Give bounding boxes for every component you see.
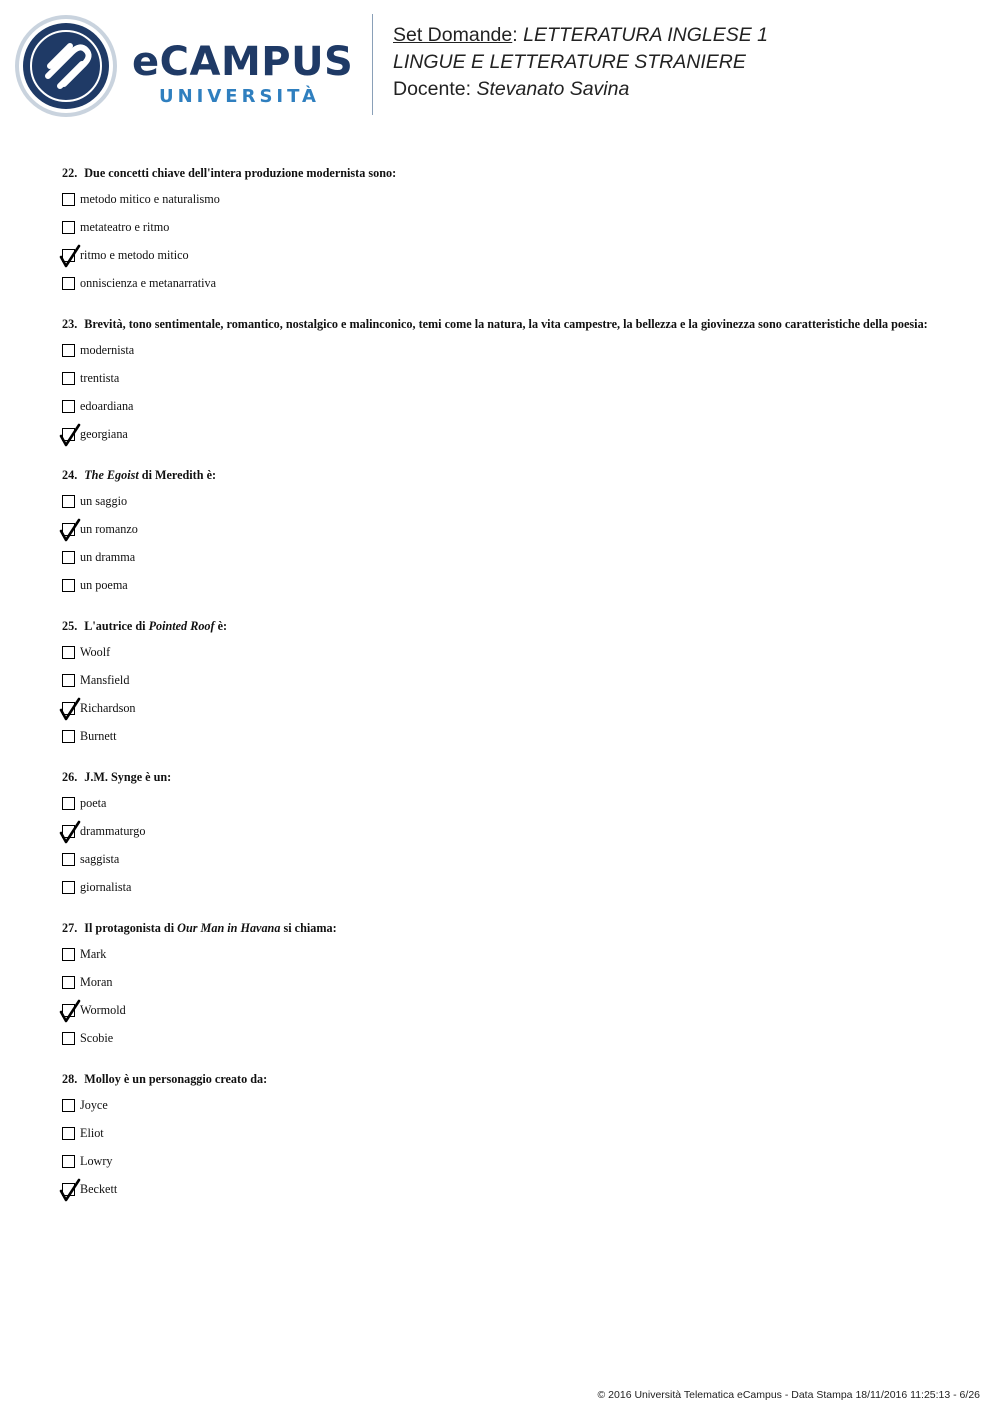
answer-checkbox[interactable] (62, 372, 75, 385)
question-text: L'autrice di (84, 619, 149, 633)
answer-label: Scobie (80, 1031, 114, 1045)
answer-label: un romanzo (80, 522, 138, 536)
answer-option[interactable] (62, 976, 942, 1004)
answer-label: Beckett (80, 1182, 118, 1196)
answer-option[interactable] (62, 730, 942, 758)
answer-label: ritmo e metodo mitico (80, 248, 189, 262)
question-number: 23. (62, 317, 78, 331)
answer-label: Woolf (80, 645, 111, 659)
question-text: si chiama: (280, 921, 337, 935)
answer-option[interactable] (62, 702, 942, 730)
question-text: Molloy è un personaggio creato da: (84, 1072, 268, 1086)
docente-label: Docente: (393, 78, 477, 100)
answer-checkbox[interactable] (62, 277, 75, 290)
answer-checkbox[interactable] (62, 646, 75, 659)
answer-checkbox[interactable] (62, 730, 75, 743)
answer-checkbox[interactable] (62, 674, 75, 687)
answer-checkbox[interactable] (62, 881, 75, 894)
answer-label: metateatro e ritmo (80, 220, 170, 234)
answer-option[interactable] (62, 1032, 942, 1060)
answer-option[interactable] (62, 221, 942, 249)
question-block (62, 167, 942, 305)
docente-name: Stevanato Savina (476, 78, 630, 100)
answer-option[interactable] (62, 1004, 942, 1032)
question-number: 28. (62, 1072, 78, 1086)
answer-label: metodo mitico e naturalismo (80, 192, 220, 206)
set-label: Set Domande (393, 24, 513, 46)
question-title (62, 469, 942, 482)
question-number: 25. (62, 619, 78, 633)
question-block (62, 1073, 942, 1211)
answer-option[interactable] (62, 1099, 942, 1127)
question-text: Due concetti chiave dell'intera produzione modernista sono: (84, 166, 397, 180)
university-seal-logo (14, 14, 118, 118)
answer-label: Lowry (80, 1154, 113, 1168)
set-colon: : (512, 24, 524, 46)
question-title (62, 167, 942, 180)
answer-label: Joyce (80, 1098, 108, 1112)
answer-label: un poema (80, 578, 128, 592)
answer-label: poeta (80, 796, 107, 810)
question-text: è: (214, 619, 228, 633)
answer-checkbox[interactable] (62, 221, 75, 234)
page-header (0, 0, 1000, 130)
answer-option[interactable] (62, 277, 942, 305)
answer-option[interactable] (62, 193, 942, 221)
question-text: J.M. Synge è un: (84, 770, 172, 784)
question-text: Pointed Roof (148, 619, 215, 633)
brand-name: eCAMPUS (132, 39, 354, 85)
course-title: LETTERATURA INGLESE 1 (523, 24, 768, 46)
answer-option[interactable] (62, 249, 942, 277)
answer-option[interactable] (62, 523, 942, 551)
answer-option[interactable] (62, 344, 942, 372)
answer-checkbox[interactable] (62, 193, 75, 206)
answer-label: Richardson (80, 701, 136, 715)
question-text: Il protagonista di (84, 921, 178, 935)
question-text: di Meredith è: (138, 468, 217, 482)
answer-checkbox[interactable] (62, 1032, 75, 1045)
question-number: 22. (62, 166, 78, 180)
course-info (393, 22, 768, 103)
question-text: Brevità, tono sentimentale, romantico, nostalgico e malinconico, temi come la natura, la vita campestre, la bellezza e la giovinezza sono caratteristiche della poesia: (84, 317, 928, 331)
answer-option[interactable] (62, 881, 942, 909)
brand-subtitle: UNIVERSITÀ (159, 86, 320, 107)
question-title (62, 318, 942, 331)
answer-option[interactable] (62, 674, 942, 702)
answer-option[interactable] (62, 1183, 942, 1211)
question-title (62, 1073, 942, 1086)
question-number: 27. (62, 921, 78, 935)
answer-option[interactable] (62, 1155, 942, 1183)
question-block (62, 620, 942, 758)
answer-option[interactable] (62, 825, 942, 853)
answer-checkbox[interactable] (62, 976, 75, 989)
answer-label: Burnett (80, 729, 117, 743)
answer-option[interactable] (62, 853, 942, 881)
answer-option[interactable] (62, 428, 942, 456)
question-block (62, 469, 942, 607)
answer-checkbox[interactable] (62, 1099, 75, 1112)
answer-option[interactable] (62, 646, 942, 674)
answer-label: trentista (80, 371, 120, 385)
answer-option[interactable] (62, 948, 942, 976)
answer-label: Eliot (80, 1126, 104, 1140)
answer-label: Mansfield (80, 673, 130, 687)
answer-label: drammaturgo (80, 824, 146, 838)
answer-label: Moran (80, 975, 113, 989)
answer-label: Wormold (80, 1003, 126, 1017)
question-text: The Egoist (84, 468, 139, 482)
question-title (62, 922, 942, 935)
answer-checkbox[interactable] (62, 400, 75, 413)
answer-checkbox[interactable] (62, 1127, 75, 1140)
answer-option[interactable] (62, 400, 942, 428)
answer-option[interactable] (62, 579, 942, 607)
answer-label: un saggio (80, 494, 128, 508)
question-list (62, 167, 942, 1224)
page-footer: © 2016 Università Telematica eCampus - Data Stampa 18/11/2016 11:25:13 - 6/26 (597, 1389, 980, 1401)
answer-option[interactable] (62, 797, 942, 825)
question-title (62, 771, 942, 784)
question-text: Our Man in Havana (177, 921, 281, 935)
answer-checkbox[interactable] (62, 551, 75, 564)
program-title: LINGUE E LETTERATURE STRANIERE (393, 51, 746, 73)
answer-checkbox[interactable] (62, 344, 75, 357)
answer-option[interactable] (62, 495, 942, 523)
header-divider (372, 14, 373, 115)
answer-checkbox[interactable] (62, 495, 75, 508)
answer-checkbox[interactable] (62, 579, 75, 592)
answer-label: georgiana (80, 427, 128, 441)
question-block (62, 771, 942, 909)
answer-label: onniscienza e metanarrativa (80, 276, 217, 290)
answer-checkbox[interactable] (62, 853, 75, 866)
answer-option[interactable] (62, 1127, 942, 1155)
answer-option[interactable] (62, 551, 942, 579)
answer-label: edoardiana (80, 399, 134, 413)
answer-label: Mark (80, 947, 107, 961)
answer-checkbox[interactable] (62, 1155, 75, 1168)
answer-label: modernista (80, 343, 135, 357)
answer-option[interactable] (62, 372, 942, 400)
question-number: 24. (62, 468, 78, 482)
question-block (62, 922, 942, 1060)
answer-checkbox[interactable] (62, 948, 75, 961)
question-title (62, 620, 942, 633)
answer-label: giornalista (80, 880, 132, 894)
answer-label: saggista (80, 852, 120, 866)
question-block (62, 318, 942, 456)
answer-checkbox[interactable] (62, 797, 75, 810)
question-number: 26. (62, 770, 78, 784)
answer-label: un dramma (80, 550, 136, 564)
